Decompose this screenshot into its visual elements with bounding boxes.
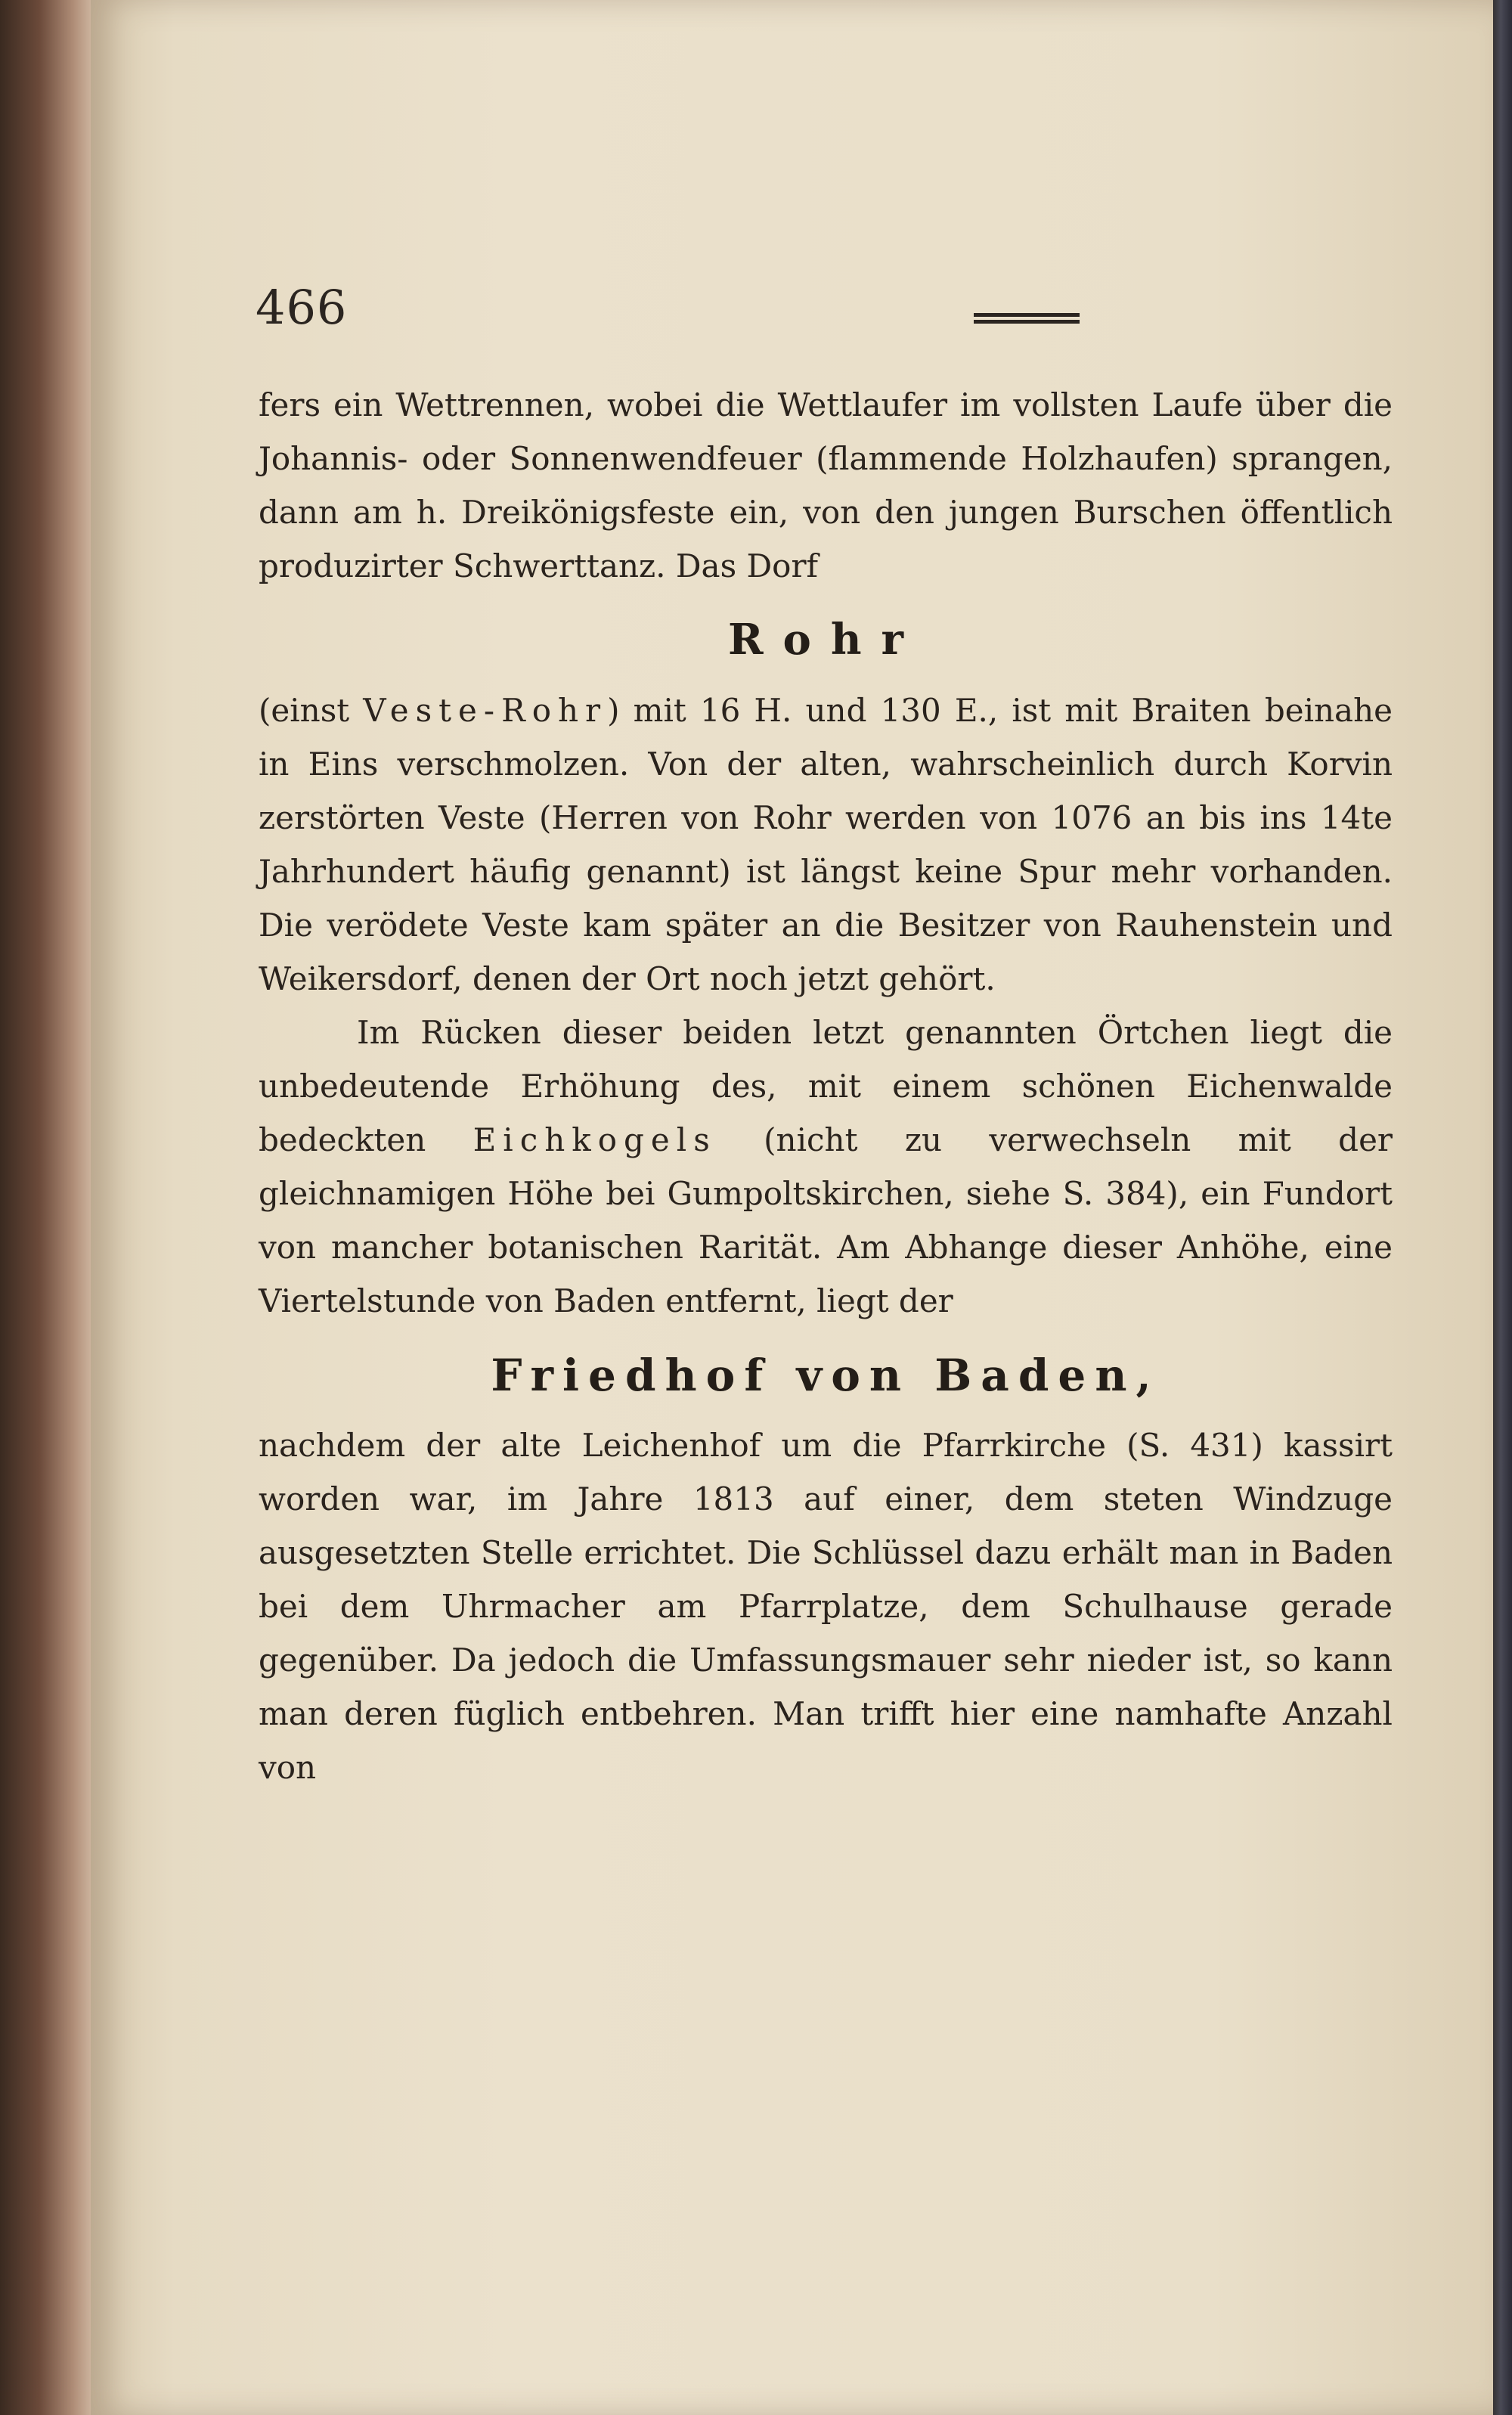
book-edge <box>0 0 98 2415</box>
paragraph-3-spaced-name: Eichkogels <box>472 1121 717 1158</box>
paragraph-2-spaced-name: Veste-Rohr <box>363 692 608 729</box>
paragraph-3 <box>259 1006 1393 1328</box>
heading-rohr: Rohr <box>727 615 924 665</box>
paragraph-1: fers ein Wettrennen, wobei die Wettlaufer im vollsten Laufe über die Johannis- oder Sonnenwendfeuer (flammende Holzhaufen) sprangen, dann am h. Dreikönigsfeste ein, von den jungen Burschen öffentlich produzirter Schwerttanz. Das Dorf <box>259 386 1393 584</box>
paragraph-2-prefix: (einst <box>259 692 364 729</box>
paragraph-3-rest: (nicht zu verwechseln mit der gleichnamigen Höhe bei Gumpoltskirchen, siehe S. 384), ein Fundort von mancher botanischen Rarität. Am Abhange dieser Anhöhe, eine Viertelstunde von Baden entfernt, liegt der <box>259 1121 1393 1319</box>
paragraph-2 <box>259 684 1393 1006</box>
page-number: 466 <box>256 280 348 335</box>
header-double-rule <box>974 313 1080 324</box>
paragraph-2-rest: ) mit 16 H. und 130 E., ist mit Braiten beinahe in Eins verschmolzen. Von der alten, wahrscheinlich durch Korvin zerstörten Veste (Herren von Rohr werden von 1076 an bis ins 14te Jahrhundert häufig genannt) ist längst keine Spur mehr vorhanden. Die verödete Veste kam später an die Besitzer von Rauhenstein und Weikersdorf, denen der Ort noch jetzt gehört. <box>259 692 1393 997</box>
paragraph-3-prefix: Im Rücken dieser beiden letzt genannten Örtchen liegt die unbedeutende Erhöhung des, mit einem schönen Eichenwalde bedeckten <box>259 1014 1393 1158</box>
page-body <box>259 378 1393 1794</box>
heading-friedhof: Friedhof von Baden, <box>491 1350 1160 1401</box>
paragraph-4: nachdem der alte Leichenhof um die Pfarrkirche (S. 431) kassirt worden war, im Jahre 1813 auf einer, dem steten Windzuge ausgesetzten Stelle errichtet. Die Schlüssel dazu erhält man in Baden bei dem Uhrmacher am Pfarrplatze, dem Schulhause gerade gegenüber. Da jedoch die Umfassungsmauer sehr nieder ist, so kann man deren füglich entbehren. Man trifft hier eine namhafte Anzahl von <box>259 1427 1393 1786</box>
page-header <box>256 280 1405 340</box>
